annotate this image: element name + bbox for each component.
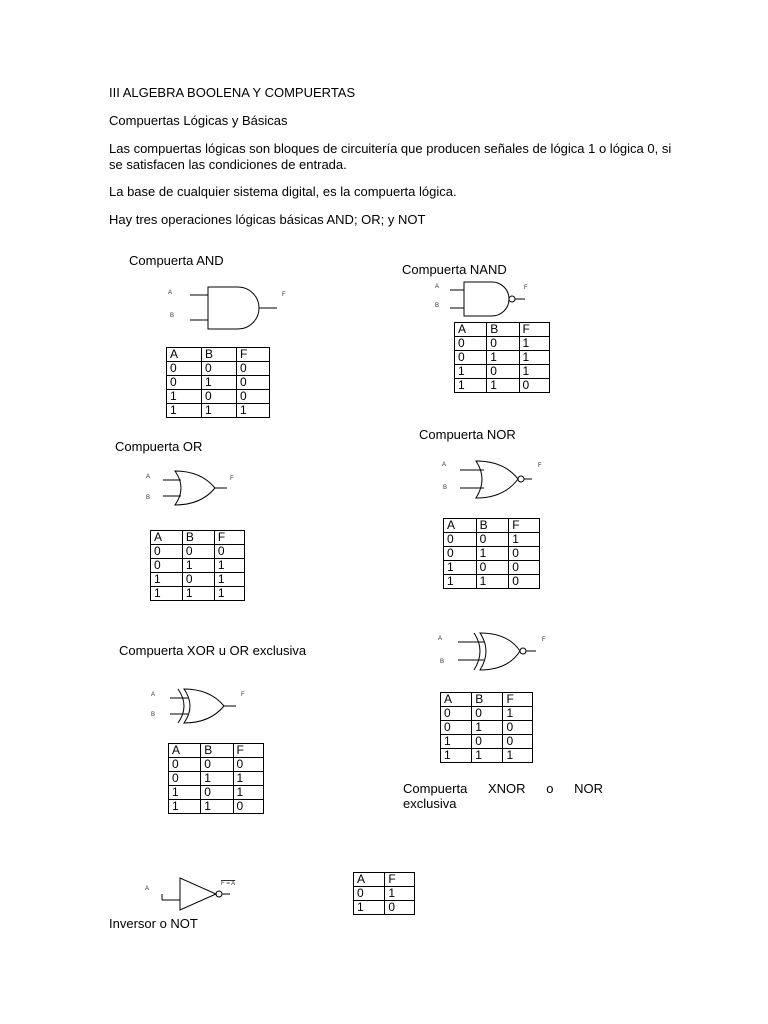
xnor-table-row [441,749,533,763]
table-cell: 0 [385,901,415,915]
table-cell: 0 [182,573,214,587]
xor-table-row [169,772,264,786]
table-cell: 1 [236,404,269,418]
table-cell: 0 [472,707,503,721]
table-cell: 1 [233,772,263,786]
table-cell: 0 [509,575,540,589]
not-truth-table [353,872,415,915]
xor-truth-table [168,743,264,814]
xor-table-row [169,800,264,814]
table-cell: 1 [214,573,244,587]
table-cell: 1 [519,351,549,365]
table-cell: 0 [201,786,233,800]
table-cell: 1 [476,547,509,561]
table-header-cell: B [182,531,214,545]
xor-extra-arc [178,689,184,723]
table-cell: 1 [503,707,533,721]
nand-table-row [455,379,550,393]
table-cell: 1 [201,772,233,786]
or-input-a-label: A [146,474,151,480]
table-cell: 0 [167,362,202,376]
table-cell: 0 [201,362,236,376]
nand-input-a-label: A [435,284,440,290]
table-header-cell: A [151,531,183,545]
table-cell: 1 [444,561,477,575]
table-cell: 1 [167,404,202,418]
or-truth-table [150,530,245,601]
page-title: III ALGEBRA BOOLENA Y COMPUERTAS [109,85,356,100]
table-cell: 1 [441,735,472,749]
table-header-cell: A [167,348,202,362]
xor-gate-title: Compuerta XOR u OR exclusiva [119,643,307,658]
table-cell: 1 [441,749,472,763]
table-cell: 0 [201,390,236,404]
table-cell: 1 [354,901,385,915]
nor-output-label: F [538,463,542,469]
table-cell: 0 [455,337,487,351]
and-gate-symbol [160,280,300,340]
table-header-cell: B [472,693,503,707]
table-header-cell: A [354,873,385,887]
table-header-cell: F [236,348,269,362]
xor-input-a-label: A [151,692,156,698]
and-table-row [167,362,270,376]
table-header-cell: B [476,519,509,533]
or-table-row [151,559,245,573]
xnor-inversion-bubble [520,648,526,654]
not-output-label: F = A [221,881,236,887]
nand-output-label: F [524,285,528,291]
table-cell: 0 [444,547,477,561]
table-cell: 1 [455,365,487,379]
not-table-row [354,887,415,901]
and-input-a-label: A [168,290,173,296]
table-cell: 0 [233,800,263,814]
xnor-gate-title [403,781,603,811]
xnor-table-row [441,707,533,721]
table-cell: 0 [441,707,472,721]
nor-table-header [444,519,540,533]
table-cell: 1 [476,575,509,589]
xnor-title-word-3: o [546,781,554,796]
table-cell: 0 [169,772,201,786]
nor-input-b-label: B [443,485,448,491]
table-cell: 0 [476,533,509,547]
paragraph-definition: Las compuertas lógicas son bloques de circuitería que producen señales de lógica 1 o lógica 0, si se satisfacen las condiciones de entrada. [109,141,672,172]
or-table-header [151,531,245,545]
xnor-output-label: F [542,637,546,643]
and-table-header [167,348,270,362]
nor-table-row [444,575,540,589]
xor-table-row [169,786,264,800]
nor-table-row [444,533,540,547]
table-cell: 1 [519,337,549,351]
xor-input-b-label: B [151,712,156,718]
table-cell: 1 [151,587,183,601]
table-cell: 1 [201,800,233,814]
xnor-title-word-1: Compuerta [403,781,468,796]
xnor-gate-body [480,633,520,670]
not-gate-symbol [140,870,250,915]
not-input-a-label: A [145,886,150,892]
table-cell: 1 [487,379,519,393]
table-header-cell: A [441,693,472,707]
nand-table-row [455,365,550,379]
paragraph-base: La base de cualquier sistema digital, es la compuerta lógica. [109,184,457,199]
xnor-title-line-2: exclusiva [403,796,457,811]
xnor-input-b-label: B [440,659,445,665]
table-header-cell: F [503,693,533,707]
nor-gate-symbol [440,458,560,508]
nand-gate-body [464,282,509,316]
table-cell: 0 [354,887,385,901]
table-header-cell: F [509,519,540,533]
nor-table-row [444,561,540,575]
and-input-b-label: B [170,313,175,319]
table-header-cell: F [214,531,244,545]
xnor-extra-arc [474,633,480,670]
xnor-truth-table [440,692,533,763]
or-table-row [151,573,245,587]
or-gate-symbol [145,467,255,517]
nor-gate-body [476,461,518,498]
or-gate-body [175,471,215,505]
table-cell: 0 [487,337,519,351]
table-cell: 0 [151,545,183,559]
or-input-b-label: B [146,495,151,501]
table-cell: 1 [182,587,214,601]
table-cell: 1 [167,390,202,404]
table-cell: 1 [182,559,214,573]
table-header-cell: A [444,519,477,533]
nand-table-row [455,337,550,351]
table-cell: 0 [519,379,549,393]
nor-truth-table [443,518,540,589]
table-cell: 1 [233,786,263,800]
table-cell: 0 [503,735,533,749]
and-truth-table [166,347,270,418]
xnor-title-word-4: NOR [574,781,603,796]
nand-inversion-bubble [509,296,515,302]
table-cell: 0 [455,351,487,365]
nor-input-a-label: A [442,462,447,468]
table-header-cell: B [201,348,236,362]
table-cell: 0 [233,758,263,772]
nor-table-row [444,547,540,561]
nor-inversion-bubble [518,476,524,482]
and-output-label: F [282,292,286,298]
not-gate-body [180,878,216,910]
table-cell: 0 [476,561,509,575]
xnor-table-row [441,721,533,735]
table-header-cell: A [455,323,487,337]
xnor-title-word-2: XNOR [487,781,526,796]
section-subtitle: Compuertas Lógicas y Básicas [109,113,288,128]
table-cell: 1 [201,376,236,390]
table-cell: 1 [214,587,244,601]
table-cell: 0 [509,561,540,575]
not-table-row [354,901,415,915]
and-table-row [167,390,270,404]
table-cell: 1 [151,573,183,587]
nand-table-header [455,323,550,337]
table-cell: 1 [214,559,244,573]
table-cell: 0 [444,533,477,547]
not-table-header [354,873,415,887]
and-table-row [167,404,270,418]
table-cell: 1 [519,365,549,379]
table-cell: 1 [201,404,236,418]
nand-input-b-label: B [435,303,440,309]
table-cell: 1 [169,786,201,800]
nand-gate-title: Compuerta NAND [402,262,507,277]
table-cell: 0 [509,547,540,561]
table-cell: 1 [487,351,519,365]
table-cell: 0 [182,545,214,559]
or-output-label: F [230,476,234,482]
xor-gate-body [184,689,224,723]
xor-output-label: F [241,692,245,698]
table-cell: 1 [472,721,503,735]
and-gate-body [208,287,259,329]
table-cell: 0 [236,390,269,404]
table-cell: 1 [472,749,503,763]
or-gate-title: Compuerta OR [115,439,203,454]
nor-gate-title: Compuerta NOR [419,427,516,442]
table-cell: 0 [487,365,519,379]
table-cell: 1 [385,887,415,901]
and-table-row [167,376,270,390]
table-cell: 0 [201,758,233,772]
table-cell: 0 [167,376,202,390]
table-cell: 0 [503,721,533,735]
table-cell: 1 [503,749,533,763]
and-gate-title: Compuerta AND [129,253,224,268]
table-header-cell: A [169,744,201,758]
table-cell: 0 [472,735,503,749]
table-cell: 0 [441,721,472,735]
paragraph-operations: Hay tres operaciones lógicas básicas AND; OR; y NOT [109,212,426,227]
table-cell: 0 [236,362,269,376]
table-header-cell: F [233,744,263,758]
or-table-row [151,587,245,601]
nand-table-row [455,351,550,365]
table-cell: 0 [214,545,244,559]
table-cell: 1 [455,379,487,393]
table-cell: 0 [169,758,201,772]
table-cell: 1 [509,533,540,547]
table-header-cell: F [385,873,415,887]
or-table-row [151,545,245,559]
table-cell: 1 [169,800,201,814]
table-header-cell: B [487,323,519,337]
table-cell: 1 [444,575,477,589]
table-cell: 0 [151,559,183,573]
nand-truth-table [454,322,550,393]
xnor-gate-symbol [438,630,558,675]
table-cell: 0 [236,376,269,390]
table-header-cell: B [201,744,233,758]
table-header-cell: F [519,323,549,337]
xor-table-row [169,758,264,772]
xor-table-header [169,744,264,758]
not-gate-title: Inversor o NOT [109,916,198,931]
xnor-table-row [441,735,533,749]
xnor-input-a-label: A [438,636,443,642]
xnor-table-header [441,693,533,707]
